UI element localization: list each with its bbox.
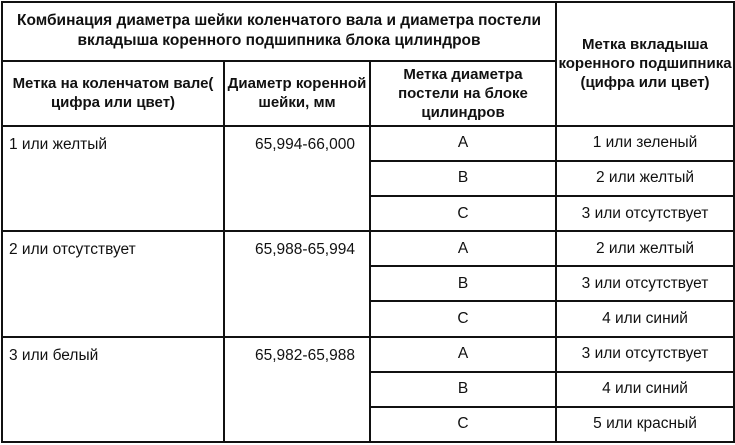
bearing-mark-cell: 5 или красный <box>556 407 734 442</box>
header-journal-diameter: Диаметр коренной шейки, мм <box>224 61 370 126</box>
diameter-cell: 65,988-65,994 <box>224 231 370 336</box>
block-mark-cell: A <box>370 126 556 161</box>
table-row <box>2 126 734 161</box>
table-title: Комбинация диаметра шейки коленчатого вала и диаметра постели вкладыша коренного подшипника блока цилиндров <box>2 2 556 61</box>
crank-mark-cell: 1 или желтый <box>2 126 224 231</box>
header-crank-mark: Метка на коленчатом вале( цифра или цвет) <box>2 61 224 126</box>
block-mark-cell: A <box>370 231 556 266</box>
header-block-mark: Метка диаметра постели на блоке цилиндров <box>370 61 556 126</box>
block-mark-cell: B <box>370 161 556 196</box>
header-bearing-mark: Метка вкладыша коренного подшипника (цифра или цвет) <box>556 2 734 126</box>
crank-mark-cell: 2 или отсутствует <box>2 231 224 336</box>
block-mark-cell: C <box>370 407 556 442</box>
block-mark-cell: B <box>370 266 556 301</box>
bearing-mark-cell: 3 или отсутствует <box>556 266 734 301</box>
bearing-mark-cell: 2 или желтый <box>556 231 734 266</box>
block-mark-cell: B <box>370 372 556 407</box>
block-mark-cell: A <box>370 337 556 372</box>
bearing-mark-cell: 3 или отсутствует <box>556 337 734 372</box>
bearing-mark-cell: 2 или желтый <box>556 161 734 196</box>
crank-mark-cell: 3 или белый <box>2 337 224 443</box>
bearing-mark-cell: 4 или синий <box>556 372 734 407</box>
diameter-cell: 65,982-65,988 <box>224 337 370 443</box>
diameter-cell: 65,994-66,000 <box>224 126 370 231</box>
block-mark-cell: C <box>370 301 556 336</box>
bearing-mark-cell: 4 или синий <box>556 301 734 336</box>
block-mark-cell: C <box>370 196 556 231</box>
bearing-mark-cell: 3 или отсутствует <box>556 196 734 231</box>
table-row <box>2 337 734 372</box>
table-row <box>2 231 734 266</box>
combination-table <box>1 1 735 443</box>
bearing-mark-cell: 1 или зеленый <box>556 126 734 161</box>
